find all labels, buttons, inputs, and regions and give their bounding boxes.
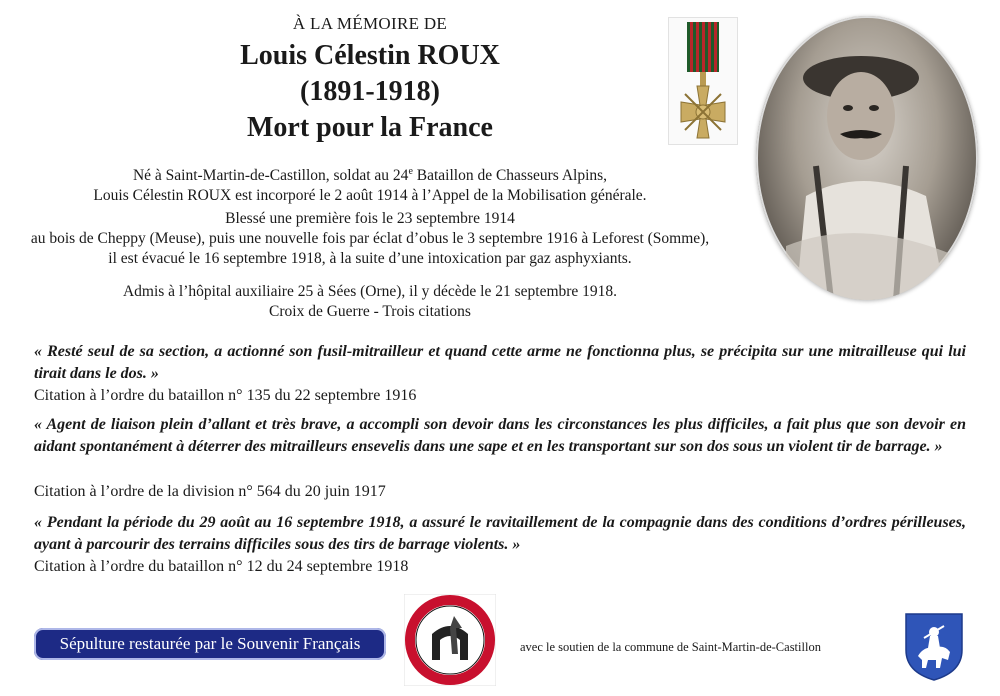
citation-source-3: Citation à l’ordre du bataillon n° 12 du 24 septembre 1918 [34, 558, 409, 575]
ordinal-superscript: e [408, 166, 413, 177]
citation-quote-1: « Resté seul de sa section, a actionné son fusil-mitrailleur et quand cette arme ne fonctionna plus, se précipita sur une mitrailleuse qui lui tirait dans le dos. » [34, 343, 966, 382]
support-text: avec le soutien de la commune de Saint-Martin-de-Castillon [520, 640, 821, 654]
croix-de-guerre-medal-icon [668, 17, 738, 145]
souvenir-francais-logo [404, 594, 496, 686]
soldier-name: Louis Célestin ROUX [240, 40, 500, 71]
bio-line [40, 162, 700, 186]
bio-line: Blessé une première fois le 23 septembre 1914 [225, 210, 515, 227]
citation-source-2: Citation à l’ordre de la division n° 564 du 20 juin 1917 [34, 483, 386, 500]
saint-martin-coat-of-arms-icon [904, 612, 964, 682]
bio-line: Louis Célestin ROUX est incorporé le 2 août 1914 à l’Appel de la Mobilisation générale. [93, 187, 647, 205]
restoration-banner: Sépulture restaurée par le Souvenir Français [34, 628, 386, 660]
bio-line: Admis à l’hôpital auxiliaire 25 à Sées (Orne), il y décède le 21 septembre 1918. [122, 283, 618, 300]
mort-pour-la-france-title: Mort pour la France [247, 112, 493, 143]
bio-line: il est évacué le 16 septembre 1918, à la suite d’une intoxication par gaz asphyxiants. [108, 250, 632, 267]
bio-paragraph-3 [40, 282, 700, 322]
memorial-heading: À LA MÉMOIRE DE [292, 14, 448, 33]
bio-text: Né à Saint-Martin-de-Castillon, soldat au 24 [132, 167, 409, 185]
bio-paragraph-2 [30, 209, 710, 269]
citation-quote-2: « Agent de liaison plein d’allant et très brave, a accompli son devoir dans les circonstances les plus difficiles, a fait plus que son devoir en aidant spontanément à déterrer des mitrailleurs ensevelis dans une sape et en les transportant sur son dos sous un violent tir de barrage. » [34, 416, 966, 455]
citation-quote-3: « Pendant la période du 29 août au 16 septembre 1918, a assuré le ravitaillement de la compagnie dans des conditions d’ordres périlleuses, ayant à parcourir des terrains difficiles sous des tirs de barrage violents. » [34, 514, 966, 553]
citation-source-1: Citation à l’ordre du bataillon n° 135 du 22 septembre 1916 [34, 387, 417, 404]
bio-line: Croix de Guerre - Trois citations [269, 303, 471, 320]
bio-line: au bois de Cheppy (Meuse), puis une nouvelle fois par éclat d’obus le 3 septembre 1916 à Leforest (Somme), [30, 230, 710, 247]
life-years: (1891-1918) [300, 76, 440, 107]
soldier-portrait-photo [756, 16, 978, 300]
bio-text: Bataillon de Chasseurs Alpins, [412, 167, 608, 185]
bio-paragraph-1 [40, 162, 700, 206]
